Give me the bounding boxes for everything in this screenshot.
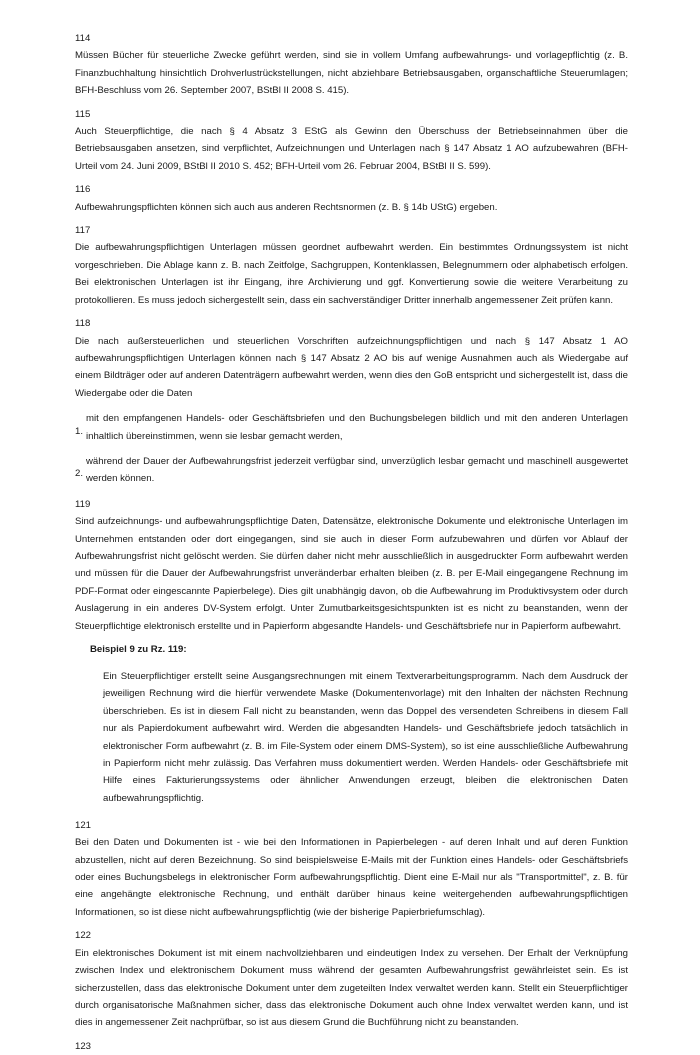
list-item <box>75 453 628 488</box>
margin-number: 123 <box>75 1040 92 1052</box>
paragraph-text: Die aufbewahrungspflichtigen Unterlagen müssen geordnet aufbewahrt werden. Ein bestimmtes Ordnungssystem ist nicht vorgeschrieben. Die Ablage kann z. B. nach Zeitfolge, Sachgruppen, Kontenklassen, Belegnummern oder alphabetisch erfolgen. Bei elektronischen Unterlagen ist ihr Eingang, ihre Archivierung und ggf. Konvertierung sowie die weitere Verarbeitung zu protokollieren. Es muss jedoch sichergestellt sein, dass ein sachverständiger Dritter innerhalb angemessener Zeit prüfen kann. <box>75 242 628 306</box>
paragraph-text: Sind aufzeichnungs- und aufbewahrungspflichtige Daten, Datensätze, elektronische Dokumente und elektronische Unterlagen im Unternehmen entstanden oder dort eingegangen, sind sie auch in dieser Form aufzubewahren und dürfen vor Ablauf der Aufbewahrungsfrist nicht gelöscht werden. Sie dürfen daher nicht mehr ausschließlich in ausgedruckter Form aufbewahrt werden und müssen für die Dauer der Aufbewahrungsfrist unveränderbar erhalten bleiben (z. B. per E-Mail eingegangene Rechnung im PDF-Format oder eingescannte Papierbelege). Dies gilt unabhängig davon, ob die Aufbewahrung im Produktivsystem oder durch Auslagerung in ein anderes DV-System erfolgt. Unter Zumutbarkeitsgesichtspunkten ist es nicht zu beanstanden, wenn der Steuerpflichtige elektronisch erstellte und in Papierform abgesandte Handels- und Geschäftsbriefe nur in Papierform aufbewahrt. <box>75 516 628 632</box>
numbered-list <box>75 410 628 488</box>
section-116 <box>75 181 628 216</box>
section-121 <box>75 817 628 921</box>
margin-number: 121 <box>75 819 92 831</box>
margin-number: 116 <box>75 184 91 196</box>
example-title: Beispiel 9 zu Rz. 119: <box>90 644 187 655</box>
section-123 <box>75 1038 628 1055</box>
section-119 <box>75 496 628 808</box>
margin-number: 122 <box>75 930 92 942</box>
margin-number: 119 <box>75 498 91 510</box>
margin-number: 114 <box>75 33 91 44</box>
list-item <box>75 410 628 445</box>
section-117 <box>75 222 628 309</box>
paragraph-text: Aufbewahrungspflichten können sich auch aus anderen Rechtsnormen (z. B. § 14b UStG) ergeben. <box>75 201 498 213</box>
example-box <box>90 641 628 807</box>
paragraph-text: Ein elektronisches Dokument ist mit einem nachvollziehbaren und eindeutigen Index zu versehen. Der Erhalt der Verknüpfung zwischen Index und elektronischem Dokument muss während der gesamten Aufbewahrungsfrist gewährleistet sein. Es ist sicherzustellen, dass das elektronische Dokument unter dem zugeteilten Index verwaltet werden kann. Stellt ein Steuerpflichtiger durch organisatorische Maßnahmen sicher, dass das elektronische Dokument auch ohne Index verwaltet werden kann, und ist dies in angemessener Zeit nachprüfbar, so ist aus diesem Grund die Buchführung nicht zu beanstanden. <box>75 947 628 1029</box>
list-item-text: während der Dauer der Aufbewahrungsfrist jederzeit verfügbar sind, unverzüglich lesbar gemacht und maschinell ausgewertet werden können. <box>86 455 628 485</box>
margin-number: 118 <box>75 318 91 330</box>
paragraph-text: Auch Steuerpflichtige, die nach § 4 Absatz 3 EStG als Gewinn den Überschuss der Betriebseinnahmen über die Betriebsausgaben ansetzen, sind verpflichtet, Aufzeichnungen und Unterlagen nach § 147 Absatz 1 AO aufzubewahren (BFH-Urteil vom 24. Juni 2009, BStBl II 2010 S. 452; BFH-Urteil vom 26. Februar 2004, BStBl II S. 599). <box>75 126 628 172</box>
section-122 <box>75 927 628 1031</box>
margin-number: 117 <box>75 225 91 237</box>
section-114 <box>75 30 628 100</box>
list-item-text: mit den empfangenen Handels- oder Geschäftsbriefen und den Buchungsbelegen bildlich und mit den anderen Unterlagen inhaltlich übereinstimmen, wenn sie lesbar gemacht werden, <box>86 413 628 442</box>
paragraph-text: Die nach außersteuerlichen und steuerlichen Vorschriften aufzeichnungspflichtigen und nach § 147 Absatz 1 AO aufbewahrungspflichtigen Unterlagen können nach § 147 Absatz 2 AO bis auf wenige Ausnahmen auch als Wiedergabe auf einem Bildträger oder auf anderen Datenträgern aufbewahrt werden, wenn dies den GoB entspricht und sichergestellt ist, dass die Wiedergabe oder die Daten <box>75 335 628 399</box>
paragraph-text: Müssen Bücher für steuerliche Zwecke geführt werden, sind sie in vollem Umfang aufbewahrungs- und vorlagepflichtig (z. B. Finanzbuchhaltung hinsichtlich Drohverlustrückstellungen, nicht abziehbare Betriebsausgaben, organschaftliche Steuerumlagen; BFH-Beschluss vom 26. September 2007, BStBl II 2008 S. 415). <box>75 50 628 97</box>
section-115 <box>75 106 628 176</box>
margin-number: 115 <box>75 108 91 120</box>
paragraph-text: Bei den Daten und Dokumenten ist - wie bei den Informationen in Papierbelegen - auf deren Inhalt und auf deren Funktion abzustellen, nicht auf deren Bezeichnung. So sind beispielsweise E-Mails mit der Funktion eines Handels- oder Geschäftsbriefs oder eines Buchungsbelegs in elektronischer Form aufbewahrungspflichtig. Dient eine E-Mail nur als "Transportmittel", z. B. für eine angehängte elektronische Rechnung, und enthält darüber hinaus keine weitergehenden aufbewahrungspflichtigen Informationen, so ist diese nicht aufbewahrungspflichtig (wie der bisherige Papierbriefumschlag). <box>75 837 628 918</box>
list-item-number: 1. <box>75 425 84 437</box>
list-item-number: 2. <box>75 468 84 480</box>
example-text: Ein Steuerpflichtiger erstellt seine Ausgangsrechnungen mit einem Textverarbeitungsprogramm. Nach dem Ausdruck der jeweiligen Rechnung wird die hierfür verwendete Maske (Dokumentenvorlage) mit den Inhalten der nächsten Rechnung überschrieben. Es ist in diesem Fall nicht zu beanstanden, wenn das Doppel des versendeten Schreibens in diesem Fall nur als Papierdokument aufbewahrt wird. Werden die abgesandten Handels- und Geschäftsbriefe jedoch tatsächlich in elektronischer Form aufbewahrt (z. B. im File-System oder einem DMS-System), so ist eine ausschließliche Aufbewahrung in Papierform nicht mehr zulässig. Das Verfahren muss dokumentiert werden. Werden Handels- oder Geschäftsbriefe mit Hilfe eines Fakturierungssystems oder ähnlicher Anwendungen erzeugt, bleiben die elektronischen Daten aufbewahrungspflichtig. <box>103 671 628 804</box>
section-118 <box>75 315 628 488</box>
